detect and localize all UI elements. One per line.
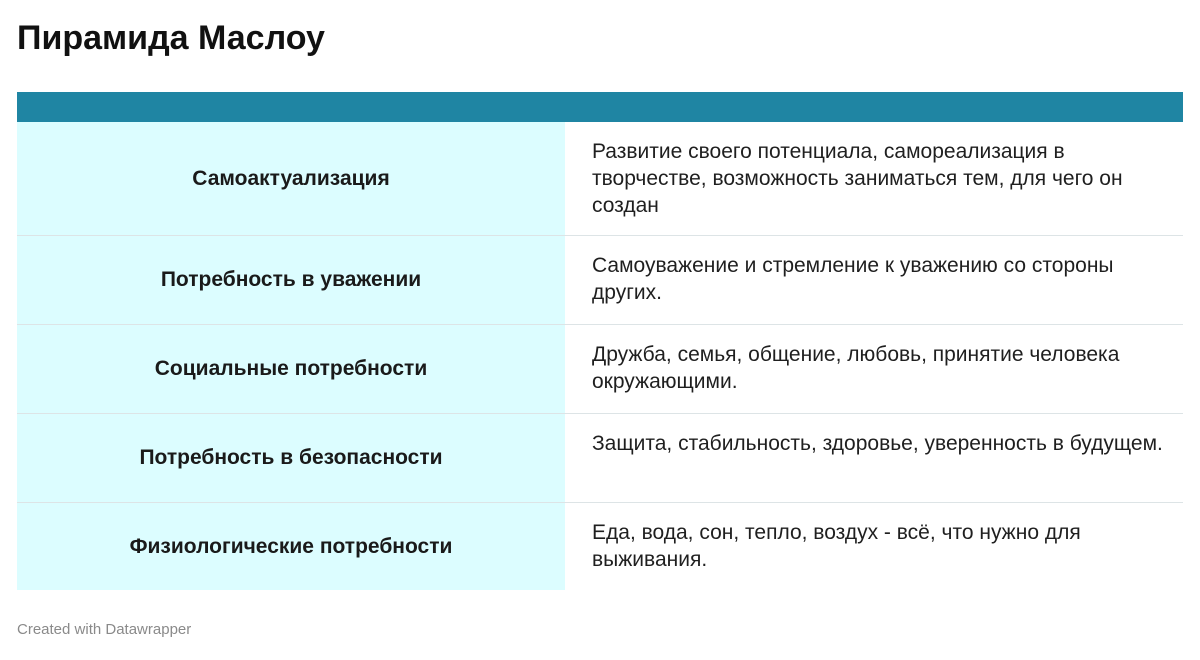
table-row — [17, 122, 1183, 236]
need-cell: Физиологические потребности — [17, 503, 565, 590]
need-cell: Потребность в безопасности — [17, 414, 565, 502]
table-row — [17, 414, 1183, 503]
maslow-table — [17, 92, 1183, 590]
description-cell: Еда, вода, сон, тепло, воздух - всё, что нужно для выживания. — [592, 521, 1081, 571]
description-cell: Защита, стабильность, здоровье, уверенность в будущем. — [592, 432, 1163, 455]
footer-credit: Created with Datawrapper — [17, 621, 192, 638]
table-row — [17, 325, 1183, 414]
page-title: Пирамида Маслоу — [17, 19, 325, 57]
need-cell: Потребность в уважении — [17, 236, 565, 324]
need-cell: Самоактуализация — [17, 122, 565, 235]
table-row — [17, 236, 1183, 325]
description-cell: Дружба, семья, общение, любовь, принятие человека окружающими. — [592, 343, 1120, 393]
table-row — [17, 503, 1183, 590]
description-cell: Развитие своего потенциала, самореализация в творчестве, возможность заниматься тем, для чего он создан — [592, 140, 1123, 217]
need-cell: Социальные потребности — [17, 325, 565, 413]
description-cell: Самоуважение и стремление к уважению со стороны других. — [592, 254, 1114, 304]
table-header-bar — [17, 92, 1183, 122]
